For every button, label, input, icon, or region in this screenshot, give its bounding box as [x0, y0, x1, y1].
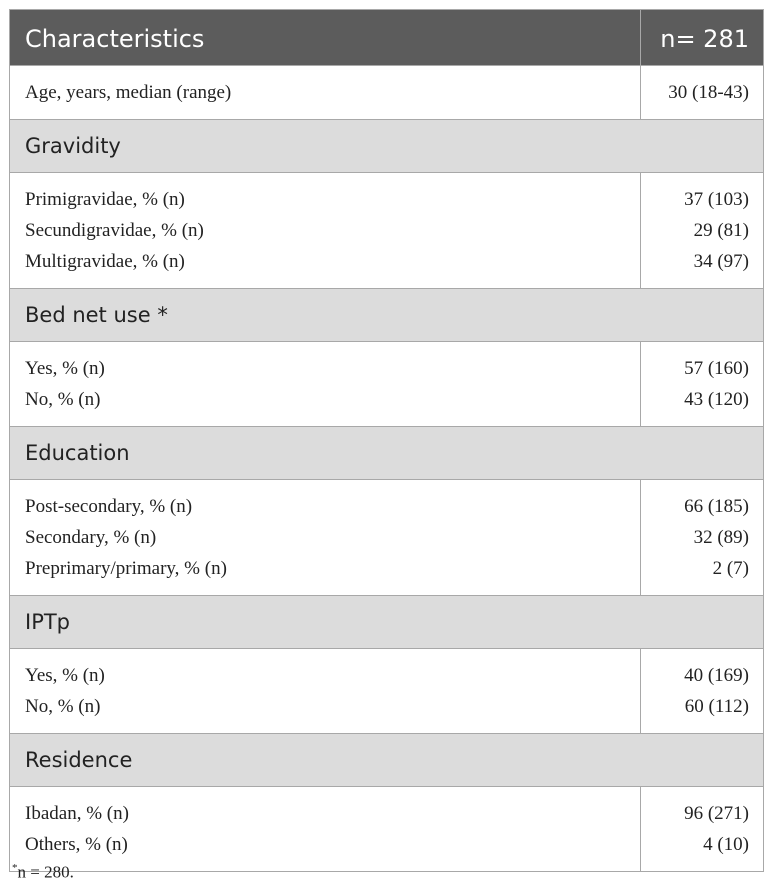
row-value: 32 (89)	[693, 527, 749, 548]
row-label: Preprimary/primary, % (n)	[25, 558, 227, 579]
section-residence	[10, 733, 763, 786]
row-value: 2 (7)	[712, 558, 749, 579]
age-value: 30 (18-43)	[668, 82, 749, 103]
row-value: 4 (10)	[703, 834, 749, 855]
header-characteristics: Characteristics	[10, 10, 641, 65]
section-title: Bed net use *	[25, 303, 168, 327]
row-label: Yes, % (n)	[25, 358, 105, 379]
table-row-bed-net	[10, 341, 763, 426]
section-title: Residence	[25, 748, 133, 772]
footnote-mark: *	[12, 862, 18, 874]
row-label: Primigravidae, % (n)	[25, 189, 185, 210]
row-value: 29 (81)	[693, 220, 749, 241]
section-title: Gravidity	[25, 134, 121, 158]
section-iptp	[10, 595, 763, 648]
table-row-education	[10, 479, 763, 595]
row-label: Yes, % (n)	[25, 665, 105, 686]
table-row-gravidity	[10, 172, 763, 288]
section-bed-net-use	[10, 288, 763, 341]
row-value: 37 (103)	[684, 189, 749, 210]
row-value: 57 (160)	[684, 358, 749, 379]
row-label: Ibadan, % (n)	[25, 803, 129, 824]
row-label: Others, % (n)	[25, 834, 128, 855]
section-education	[10, 426, 763, 479]
header-n: n= 281	[660, 24, 749, 53]
row-value: 34 (97)	[693, 251, 749, 272]
row-label: Secondary, % (n)	[25, 527, 157, 548]
characteristics-table	[9, 9, 764, 872]
row-label: No, % (n)	[25, 696, 101, 717]
table-row-age	[10, 65, 763, 119]
row-label: Secundigravidae, % (n)	[25, 220, 204, 241]
age-label: Age, years, median (range)	[25, 82, 232, 103]
table-row-iptp	[10, 648, 763, 733]
row-label: Multigravidae, % (n)	[25, 251, 185, 272]
row-value: 43 (120)	[684, 389, 749, 410]
section-title: Education	[25, 441, 130, 465]
row-label: Post-secondary, % (n)	[25, 496, 193, 517]
footnote-text: n = 280.	[17, 862, 74, 882]
row-value: 66 (185)	[684, 496, 749, 517]
section-title: IPTp	[25, 610, 71, 634]
table-header	[10, 10, 763, 65]
table-footnote	[12, 862, 74, 883]
row-value: 40 (169)	[684, 665, 749, 686]
row-value: 60 (112)	[684, 696, 749, 717]
row-value: 96 (271)	[684, 803, 749, 824]
section-gravidity	[10, 119, 763, 172]
table-row-residence	[10, 786, 763, 871]
row-label: No, % (n)	[25, 389, 101, 410]
